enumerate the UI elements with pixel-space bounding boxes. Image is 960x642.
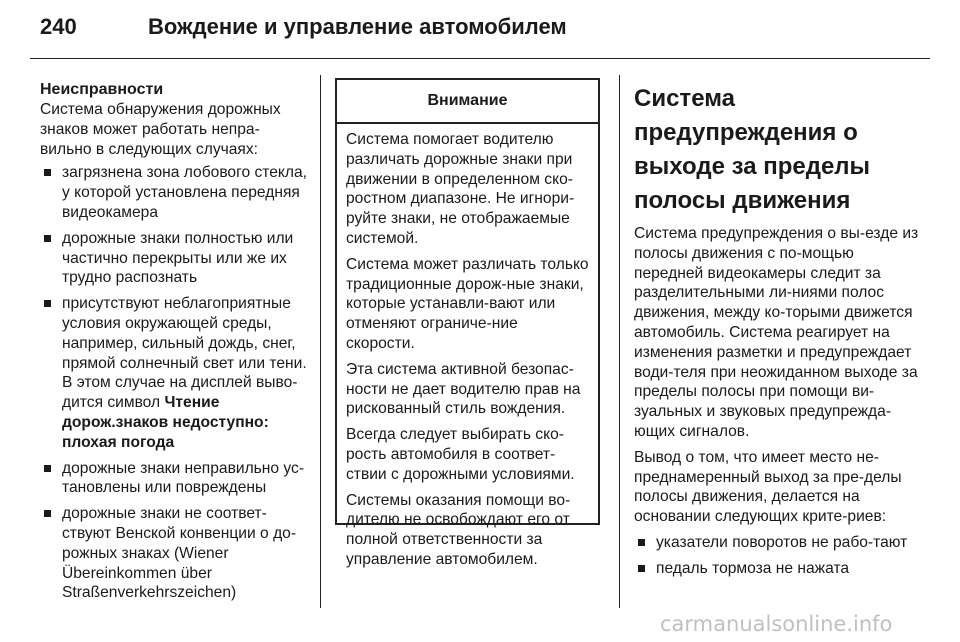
- right-column: [634, 82, 924, 585]
- list-item-text: указатели поворотов не рабо-тают: [656, 533, 908, 551]
- warning-box: [335, 78, 600, 568]
- intro-paragraph: Система обнаружения дорожных знаков может работать непра-вильно в следующих случаях:: [40, 101, 281, 158]
- warning-paragraph: Системы оказания помощи во-дителю не освобождают его от полной ответственности за управление автомобилем.: [346, 491, 571, 568]
- warning-title: Внимание: [337, 80, 598, 124]
- bullet-square-icon: [44, 235, 51, 242]
- page-number: 240: [40, 14, 77, 39]
- list-item: [40, 504, 310, 603]
- warning-body: [337, 124, 598, 570]
- bullet-square-icon: [44, 300, 51, 307]
- list-item: [40, 229, 310, 288]
- body-paragraph: Вывод о том, что имеет место не-преднамеренный выход за пре-делы полосы движения, делается на основании следующих крите-риев:: [634, 448, 902, 526]
- bullet-square-icon: [44, 465, 51, 472]
- list-item-text: дорожные знаки полностью или частично перекрыты или же их трудно распознать: [62, 229, 294, 287]
- list-item-text: дорожные знаки неправильно ус-тановлены или повреждены: [62, 459, 305, 497]
- warning-paragraph: Эта система активной безопас-ности не дает водителю прав на рискованный стиль вождения.: [346, 360, 581, 418]
- column-divider-right: [619, 75, 620, 608]
- column-divider-left: [320, 75, 321, 608]
- warning-paragraph: Всегда следует выбирать ско-рость автомобиля в соответ-ствии с дорожными условиями.: [346, 426, 575, 483]
- page-header: [30, 0, 930, 56]
- bullet-square-icon: [44, 169, 51, 176]
- warning-paragraph: Система помогает водителю различать дорожные знаки при движении в определенном ско-ростном диапазоне. Не игнори-руйте знаки, не отображаемые системой.: [346, 131, 575, 247]
- header-divider: [30, 58, 930, 59]
- malfunction-list: [40, 163, 310, 603]
- left-column: [40, 80, 310, 609]
- list-item: [634, 559, 924, 579]
- section-heading-lane-departure: Система предупреждения о выходе за пределы полосы движения: [634, 85, 871, 214]
- list-item: [40, 294, 310, 452]
- section-heading-malfunctions: Неисправности: [40, 81, 164, 98]
- list-item-text: присутствуют неблагоприятные условия окружающей среды, например, сильный дождь, снег, прямой солнечный свет или тени. В этом случае на дисплей выво-дится символ: [62, 295, 307, 412]
- watermark: carmanualsonline.info: [660, 612, 893, 636]
- list-item: [634, 533, 924, 553]
- list-item-text: педаль тормоза не нажата: [656, 559, 850, 577]
- body-paragraph: Система предупреждения о вы-езде из полосы движения с по-мощью передней видеокамеры следит за разделительными ли-ниями полос движения, между ко-торыми движется автомобиль. Система реагирует на изменения разметки и предупреждает води-теля при неожиданном выходе за пределы полосы при помощи ви-зуальных и звуковых предупрежда-ющих сигналов.: [634, 225, 919, 440]
- list-item: [40, 163, 310, 222]
- list-item: [40, 459, 310, 499]
- warning-paragraph: Система может различать только традиционные дорож-ные знаки, которые устанавли-вают или отменяют ограниче-ние скорости.: [346, 255, 589, 352]
- bullet-square-icon: [638, 539, 645, 546]
- display-message-bold: Чтение дорож.знаков недоступно: плохая погода: [62, 394, 269, 451]
- bullet-square-icon: [44, 510, 51, 517]
- page-title: Вождение и управление автомобилем: [148, 14, 567, 39]
- list-item-text: загрязнена зона лобового стекла, у которой установлена передняя видеокамера: [62, 164, 307, 221]
- bullet-square-icon: [638, 565, 645, 572]
- criteria-list: [634, 533, 924, 579]
- list-item-text: дорожные знаки не соответ-ствуют Венской конвенции о до-рожных знаках (Wiener Übereinkommen über Straßenverkehrszeichen): [62, 505, 297, 602]
